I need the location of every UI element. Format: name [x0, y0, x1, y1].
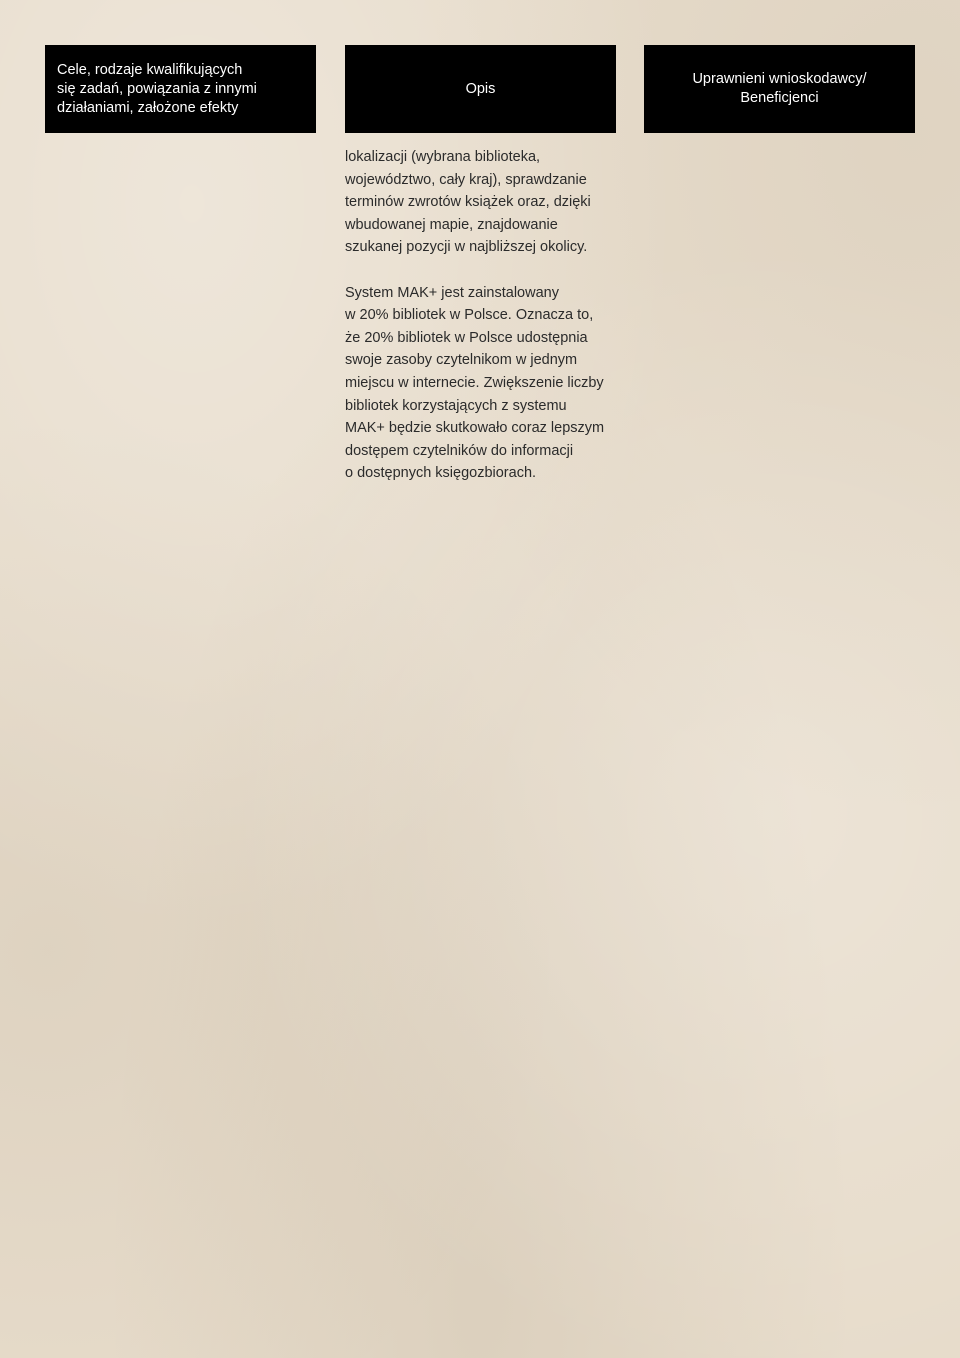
- description-paragraph-2: System MAK+ jest zainstalowany w 20% bibliotek w Polsce. Oznacza to, że 20% bibliotek w Polsce udostępnia swoje zasoby czytelnikom w jednym miejscu w internecie. Zwiększenie liczby bibliotek korzystających z systemu MAK+ będzie skutkowało coraz lepszym dostępem czytelników do informacji o dostępnych księgozbiorach.: [345, 284, 605, 482]
- column-header-description: Opis: [345, 45, 616, 133]
- description-column-content: [345, 146, 630, 485]
- description-paragraph-1: lokalizacji (wybrana biblioteka, województwo, cały kraj), sprawdzanie terminów zwrotów książek oraz, dzięki wbudowanej mapie, znajdowanie szukanej pozycji w najbliższej okolicy.: [345, 149, 591, 256]
- column-header-beneficiaries: Uprawnieni wnioskodawcy/ Beneficjenci: [644, 45, 915, 133]
- column-header-goals: Cele, rodzaje kwalifikujących się zadań, powiązania z innymi działaniami, założone efekty: [45, 45, 316, 133]
